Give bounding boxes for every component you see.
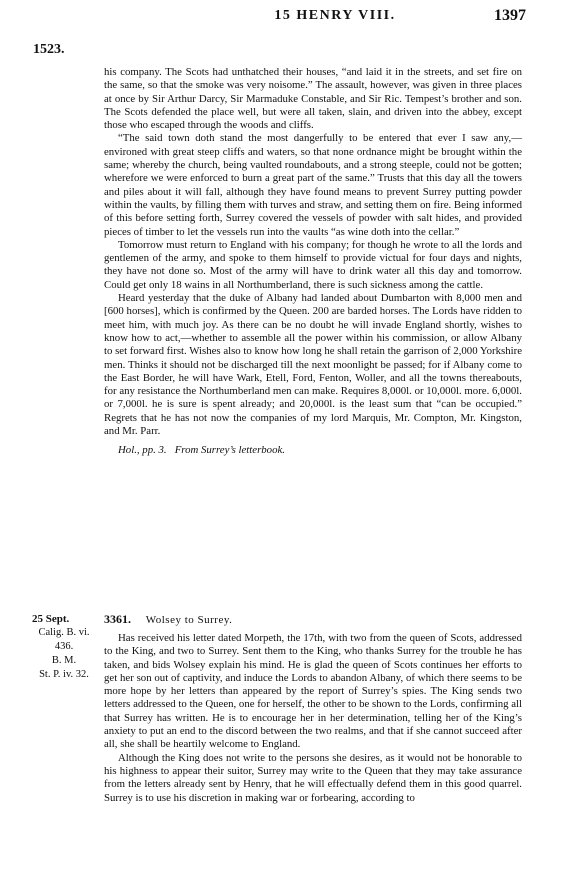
- margin-sidenote: [28, 612, 100, 682]
- text-column-upper: [104, 66, 522, 458]
- running-header-title: 15 HENRY VIII.: [274, 8, 396, 23]
- paragraph: Although the King does not write to the persons she desires, as it would not be honorable to his highness to appear their suitor, Surrey may write to the Queen that they may take assurance from the letters already sent by Henry, that he will effectually defend them in this good quarrel. Surrey is to use his discretion in making war or forbearing, according to: [104, 751, 522, 804]
- sidenote-line: St. P. iv. 32.: [39, 669, 89, 680]
- entry-number: 3361.: [104, 612, 131, 626]
- citation-label: Hol., pp. 3.: [118, 444, 167, 457]
- paragraph: Tomorrow must return to England with his company; for though he wrote to all the lords and gentlemen of the army, and spoke to them himself to provide victual for four days and nights, they have not done so. Most of the army will have to drink water all this day and tomorrow. Could get only 18 wains in all Northumberland, there is such sickness among the cattle.: [104, 238, 522, 291]
- citation: [104, 444, 522, 457]
- sidenote-line: 436.: [54, 641, 74, 652]
- citation-source: From Surrey’s letterbook.: [174, 444, 285, 457]
- paragraph: Has received his letter dated Morpeth, the 17th, with two from the queen of Scots, addressed to the King, and two to Surrey. Sent them to the King, who thanks Surrey for the trouble he has taken, and bids Wolsey explain his mind. He is glad the queen of Scots continues her efforts to get her son out of captivity, and induce the Lords to abandon Albany, of which there seems to be more hope by her letters than appeared by the report of Surrey’s spies. The King sends two letters addressed to the Queen, one for herself, the other to be shown to the Lords, confirming all that Surrey has written. He is to encourage her in her determination, telling her of the King’s anxiety to put an end to the discord between the two realms, and that if she cannot succeed after all, she shall be heartily welcome to England.: [104, 632, 522, 751]
- margin-year: 1523.: [33, 42, 65, 57]
- sidenote-date: 25 Sept.: [32, 613, 70, 625]
- paragraph: his company. The Scots had unthatched their houses, “and laid it in the streets, and set fire on the same, so that the smoke was very noisome.” The assault, however, was given in three places at once by Sir Arthur Darcy, Sir Marmaduke Constable, and Sir Ric. Tempest’s brother and son. The Scots defended the place well, but were all taken, slain, and driven into the abbey, except those who escaped through the woods and cliffs.: [104, 66, 522, 132]
- text-column-lower: [104, 632, 522, 805]
- entry-title: Wolsey to Surrey.: [145, 614, 233, 626]
- paragraph: “The said town doth stand the most dangerfully to be entered that ever I saw any,—environed with great steep cliffs and waters, so that none ordnance might be brought within the same; whereby the church, being vaulted roundabouts, and a strong steeple, could not be gotten; wherefore we were enforced to burn a great part of the same.” Trusts that this day all the towers and piles about it will fall, although they have found means to prevent Surrey putting powder within the vaults, by filling them with turves and straw, and setting them on fire. Being informed of this before setting forth, Surrey covered the vessels of powder with salt hides, and provided pieces of timber to let the vessels run into the vaults “as wine doth into the cellar.”: [104, 132, 522, 238]
- paragraph: Heard yesterday that the duke of Albany had landed about Dumbarton with 8,000 men and [600 horses], which is confirmed by the Queen. 200 are barded horses. The Lords have ridden to meet him, with much joy. As there can be no doubt he will invade England shortly, wishes to know how to act,—whether to assemble all the power within his commission, or allow Albany to set forward first. Wishes also to know how long he shall retain the garrison of 2,000 Yorkshire men. Thinks it should not be discharged till the next moonlight be passed; for if Albany come to the East Border, he will have Wark, Etell, Ford, Fenton, Woller, and all the towns thereabouts, for any resistance the Northumberland men can make. Requires 8,000l. or 10,000l. more. 6,000l. or 7,000l. he is sure is spent already; and 20,000l. is the least sum that “can be occupied.” Regrets that he has not now the companies of my lord Marquis, Mr. Compton, Mr. Kingston, and Mr. Parr.: [104, 292, 522, 438]
- sidenote-line: B. M.: [51, 655, 77, 666]
- entry-heading: [104, 612, 522, 627]
- page-number: 1397: [494, 7, 526, 24]
- sidenote-line: Calig. B. vi.: [38, 627, 90, 638]
